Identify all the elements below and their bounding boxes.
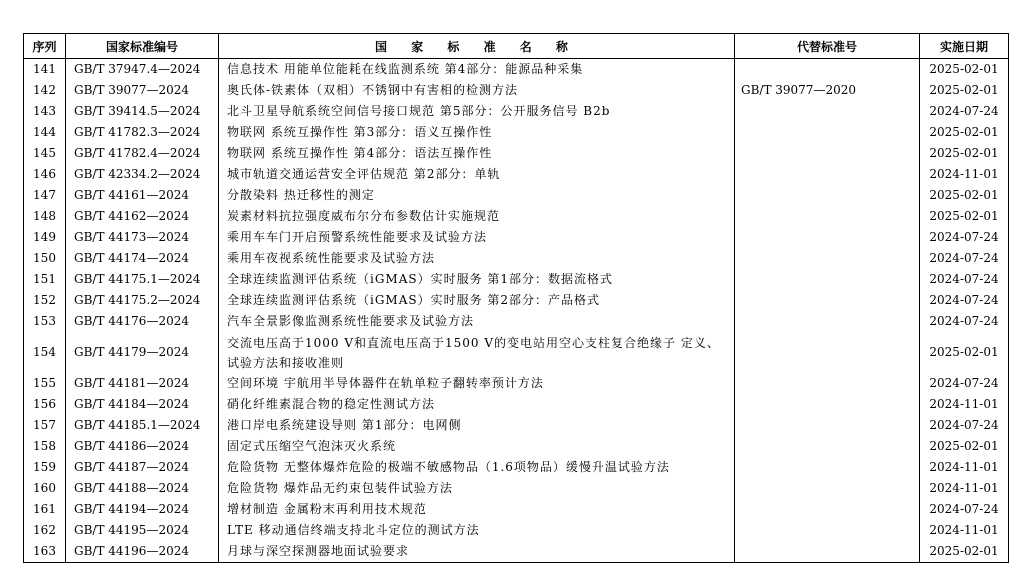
row-index: 155 — [24, 373, 66, 394]
row-replaced-standard — [735, 122, 920, 143]
row-effective-date: 2024-07-24 — [920, 311, 1009, 332]
table-body — [24, 59, 1009, 563]
table-row — [24, 415, 1009, 436]
table-row — [24, 101, 1009, 122]
row-standard-title: LTE 移动通信终端支持北斗定位的测试方法 — [219, 520, 735, 541]
row-effective-date: 2024-11-01 — [920, 478, 1009, 499]
row-standard-code: GB/T 44185.1—2024 — [66, 415, 219, 436]
row-standard-title: 月球与深空探测器地面试验要求 — [219, 541, 735, 563]
row-standard-code: GB/T 42334.2—2024 — [66, 164, 219, 185]
row-index: 158 — [24, 436, 66, 457]
row-standard-code: GB/T 44174—2024 — [66, 248, 219, 269]
row-index: 144 — [24, 122, 66, 143]
row-standard-title: 信息技术 用能单位能耗在线监测系统 第4部分：能源品种采集 — [219, 59, 735, 81]
table-row — [24, 520, 1009, 541]
row-index: 157 — [24, 415, 66, 436]
row-index: 160 — [24, 478, 66, 499]
table-row — [24, 290, 1009, 311]
row-effective-date: 2025-02-01 — [920, 332, 1009, 373]
row-replaced-standard — [735, 248, 920, 269]
row-index: 150 — [24, 248, 66, 269]
row-replaced-standard — [735, 541, 920, 563]
table-row — [24, 541, 1009, 563]
row-standard-code: GB/T 44176—2024 — [66, 311, 219, 332]
table-row — [24, 394, 1009, 415]
row-index: 159 — [24, 457, 66, 478]
table-row — [24, 311, 1009, 332]
row-replaced-standard — [735, 59, 920, 81]
row-index: 151 — [24, 269, 66, 290]
header-index: 序列 — [24, 34, 66, 59]
table-row — [24, 269, 1009, 290]
table-row — [24, 59, 1009, 81]
row-replaced-standard — [735, 101, 920, 122]
row-replaced-standard — [735, 373, 920, 394]
row-effective-date: 2025-02-01 — [920, 59, 1009, 81]
header-row — [24, 34, 1009, 59]
row-standard-title: 全球连续监测评估系统（iGMAS）实时服务 第1部分：数据流格式 — [219, 269, 735, 290]
row-standard-code: GB/T 44173—2024 — [66, 227, 219, 248]
row-effective-date: 2024-07-24 — [920, 415, 1009, 436]
table-row — [24, 80, 1009, 101]
row-index: 162 — [24, 520, 66, 541]
row-standard-title: 乘用车车门开启预警系统性能要求及试验方法 — [219, 227, 735, 248]
header-title: 国 家 标 准 名 称 — [219, 34, 735, 59]
row-standard-title: 汽车全景影像监测系统性能要求及试验方法 — [219, 311, 735, 332]
row-effective-date: 2024-07-24 — [920, 499, 1009, 520]
row-effective-date: 2024-07-24 — [920, 248, 1009, 269]
row-standard-code: GB/T 44175.2—2024 — [66, 290, 219, 311]
row-standard-code: GB/T 41782.4—2024 — [66, 143, 219, 164]
row-standard-title: 危险货物 无整体爆炸危险的极端不敏感物品（1.6项物品）缓慢升温试验方法 — [219, 457, 735, 478]
row-standard-title: 港口岸电系统建设导则 第1部分：电网侧 — [219, 415, 735, 436]
row-standard-code: GB/T 44187—2024 — [66, 457, 219, 478]
row-standard-code: GB/T 44194—2024 — [66, 499, 219, 520]
row-standard-title: 增材制造 金属粉末再利用技术规范 — [219, 499, 735, 520]
table-row — [24, 457, 1009, 478]
row-standard-title: 炭素材料抗拉强度威布尔分布参数估计实施规范 — [219, 206, 735, 227]
row-replaced-standard — [735, 457, 920, 478]
row-index: 156 — [24, 394, 66, 415]
row-standard-code: GB/T 44184—2024 — [66, 394, 219, 415]
row-replaced-standard — [735, 143, 920, 164]
row-effective-date: 2025-02-01 — [920, 143, 1009, 164]
row-standard-code: GB/T 37947.4—2024 — [66, 59, 219, 81]
row-replaced-standard — [735, 499, 920, 520]
row-replaced-standard — [735, 290, 920, 311]
row-replaced-standard — [735, 164, 920, 185]
row-standard-title: 固定式压缩空气泡沫灭火系统 — [219, 436, 735, 457]
row-replaced-standard — [735, 311, 920, 332]
row-index: 141 — [24, 59, 66, 81]
row-standard-code: GB/T 44195—2024 — [66, 520, 219, 541]
table-row — [24, 499, 1009, 520]
row-replaced-standard — [735, 415, 920, 436]
row-replaced-standard — [735, 478, 920, 499]
table-row — [24, 248, 1009, 269]
row-standard-code: GB/T 44162—2024 — [66, 206, 219, 227]
row-standard-title: 硝化纤维素混合物的稳定性测试方法 — [219, 394, 735, 415]
row-standard-title: 物联网 系统互操作性 第3部分：语义互操作性 — [219, 122, 735, 143]
row-effective-date: 2024-11-01 — [920, 394, 1009, 415]
header-date: 实施日期 — [920, 34, 1009, 59]
row-standard-code: GB/T 39414.5—2024 — [66, 101, 219, 122]
row-effective-date: 2025-02-01 — [920, 122, 1009, 143]
row-index: 143 — [24, 101, 66, 122]
row-effective-date: 2024-07-24 — [920, 373, 1009, 394]
row-effective-date: 2024-07-24 — [920, 290, 1009, 311]
row-standard-title: 分散染料 热迁移性的测定 — [219, 185, 735, 206]
table-row — [24, 227, 1009, 248]
row-index: 147 — [24, 185, 66, 206]
row-index: 161 — [24, 499, 66, 520]
row-standard-code: GB/T 41782.3—2024 — [66, 122, 219, 143]
row-effective-date: 2024-11-01 — [920, 520, 1009, 541]
row-index: 142 — [24, 80, 66, 101]
row-index: 148 — [24, 206, 66, 227]
row-replaced-standard — [735, 520, 920, 541]
table-row — [24, 164, 1009, 185]
standards-table — [23, 33, 1009, 563]
row-effective-date: 2025-02-01 — [920, 185, 1009, 206]
row-standard-code: GB/T 44161—2024 — [66, 185, 219, 206]
row-standard-title: 危险货物 爆炸品无约束包装件试验方法 — [219, 478, 735, 499]
row-replaced-standard — [735, 206, 920, 227]
row-effective-date: 2024-07-24 — [920, 227, 1009, 248]
row-replaced-standard — [735, 269, 920, 290]
row-effective-date: 2025-02-01 — [920, 206, 1009, 227]
table-row — [24, 185, 1009, 206]
row-index: 154 — [24, 332, 66, 373]
row-effective-date: 2024-07-24 — [920, 101, 1009, 122]
row-index: 146 — [24, 164, 66, 185]
row-standard-title: 城市轨道交通运营安全评估规范 第2部分：单轨 — [219, 164, 735, 185]
row-standard-title: 北斗卫星导航系统空间信号接口规范 第5部分：公开服务信号 B2b — [219, 101, 735, 122]
row-standard-title: 空间环境 宇航用半导体器件在轨单粒子翻转率预计方法 — [219, 373, 735, 394]
row-standard-code: GB/T 44188—2024 — [66, 478, 219, 499]
row-index: 163 — [24, 541, 66, 563]
row-index: 152 — [24, 290, 66, 311]
row-replaced-standard — [735, 185, 920, 206]
table-row — [24, 143, 1009, 164]
row-standard-title: 全球连续监测评估系统（iGMAS）实时服务 第2部分：产品格式 — [219, 290, 735, 311]
row-standard-code: GB/T 44196—2024 — [66, 541, 219, 563]
table-row — [24, 332, 1009, 373]
row-standard-code: GB/T 44181—2024 — [66, 373, 219, 394]
table-header — [24, 34, 1009, 59]
row-replaced-standard — [735, 227, 920, 248]
row-replaced-standard: GB/T 39077—2020 — [735, 80, 920, 101]
table-row — [24, 478, 1009, 499]
table-row — [24, 436, 1009, 457]
row-standard-code: GB/T 44175.1—2024 — [66, 269, 219, 290]
row-index: 145 — [24, 143, 66, 164]
row-standard-title: 奥氏体-铁素体（双相）不锈钢中有害相的检测方法 — [219, 80, 735, 101]
table-row — [24, 206, 1009, 227]
row-replaced-standard — [735, 436, 920, 457]
row-standard-title: 交流电压高于1000 V和直流电压高于1500 V的变电站用空心支柱复合绝缘子 定义、试验方法和接收准则 — [219, 332, 735, 373]
row-standard-title: 乘用车夜视系统性能要求及试验方法 — [219, 248, 735, 269]
row-replaced-standard — [735, 332, 920, 373]
row-effective-date: 2025-02-01 — [920, 541, 1009, 563]
row-standard-code: GB/T 39077—2024 — [66, 80, 219, 101]
row-effective-date: 2025-02-01 — [920, 436, 1009, 457]
table-row — [24, 122, 1009, 143]
row-effective-date: 2024-11-01 — [920, 164, 1009, 185]
row-effective-date: 2024-07-24 — [920, 269, 1009, 290]
row-index: 149 — [24, 227, 66, 248]
row-replaced-standard — [735, 394, 920, 415]
row-standard-code: GB/T 44186—2024 — [66, 436, 219, 457]
row-standard-title: 物联网 系统互操作性 第4部分：语法互操作性 — [219, 143, 735, 164]
row-effective-date: 2024-11-01 — [920, 457, 1009, 478]
header-code: 国家标准编号 — [66, 34, 219, 59]
row-index: 153 — [24, 311, 66, 332]
table-row — [24, 373, 1009, 394]
row-standard-code: GB/T 44179—2024 — [66, 332, 219, 373]
header-replaced: 代替标准号 — [735, 34, 920, 59]
row-effective-date: 2025-02-01 — [920, 80, 1009, 101]
